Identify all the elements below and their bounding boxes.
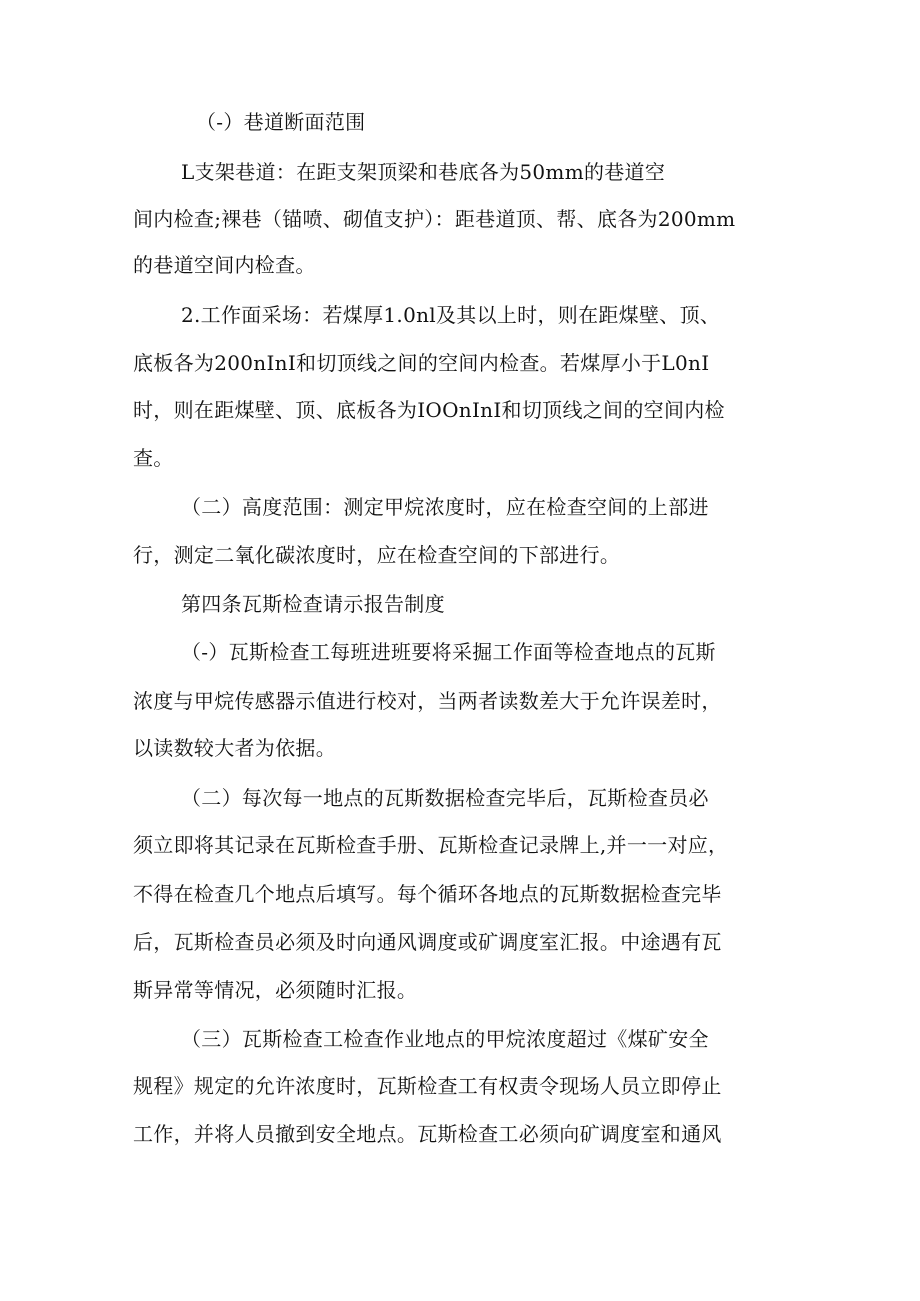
text-line: （二）高度范围：测定甲烷浓度时，应在检查空间的上部进 (181, 495, 709, 519)
text-line: （二）每次每一地点的瓦斯数据检查完毕后，瓦斯检查员必 (181, 786, 709, 810)
text-line: （三）瓦斯检查工检查作业地点的甲烷浓度超过《煤矿安全 (181, 1027, 709, 1051)
section-heading: 第四条瓦斯检查请示报告制度 (181, 592, 445, 616)
text-line: 间内检查;裸巷（锚喷、砌值支护）：距巷道顶、帮、底各为200mm (133, 207, 736, 231)
text-line: 底板各为200nInI和切顶线之间的空间内检查。若煤厚小于L0nI (133, 351, 710, 375)
text-line: 后，瓦斯检查员必须及时向通风调度或矿调度室汇报。中途遇有瓦 (133, 930, 722, 954)
text-line: 时，则在距煤壁、顶、底板各为IOOnInI和切顶线之间的空间内检 (133, 398, 725, 422)
text-line: 查。 (133, 446, 174, 470)
text-line: （-）瓦斯检查工每班进班要将采掘工作面等检查地点的瓦斯 (181, 640, 716, 664)
text-line: L支架巷道：在距支架顶梁和巷底各为50mm的巷道空 (181, 160, 666, 184)
text-line: 以读数较大者为依据。 (133, 736, 336, 760)
text-line: 工作，并将人员撤到安全地点。瓦斯检查工必须向矿调度室和通风 (133, 1122, 722, 1146)
text-line: 2.工作面采场：若煤厚1.0nl及其以上时，则在距煤壁、顶、 (181, 303, 721, 327)
text-line: （-）巷道断面范围 (196, 110, 366, 134)
text-line: 斯异常等情况，必须随时汇报。 (133, 978, 418, 1002)
text-line: 须立即将其记录在瓦斯检查手册、瓦斯检查记录牌上,并一一对应， (133, 833, 729, 857)
text-line: 的巷道空间内检查。 (133, 253, 316, 277)
text-line: 浓度与甲烷传感器示值进行校对，当两者读数差大于允许误差时， (133, 689, 722, 713)
text-line: 规程》规定的允许浓度时，瓦斯检查工有权责令现场人员立即停止 (133, 1074, 722, 1098)
text-line: 行，测定二氧化碳浓度时，应在检查空间的下部进行。 (133, 543, 621, 567)
text-line: 不得在检查几个地点后填写。每个循环各地点的瓦斯数据检查完毕 (133, 882, 722, 906)
